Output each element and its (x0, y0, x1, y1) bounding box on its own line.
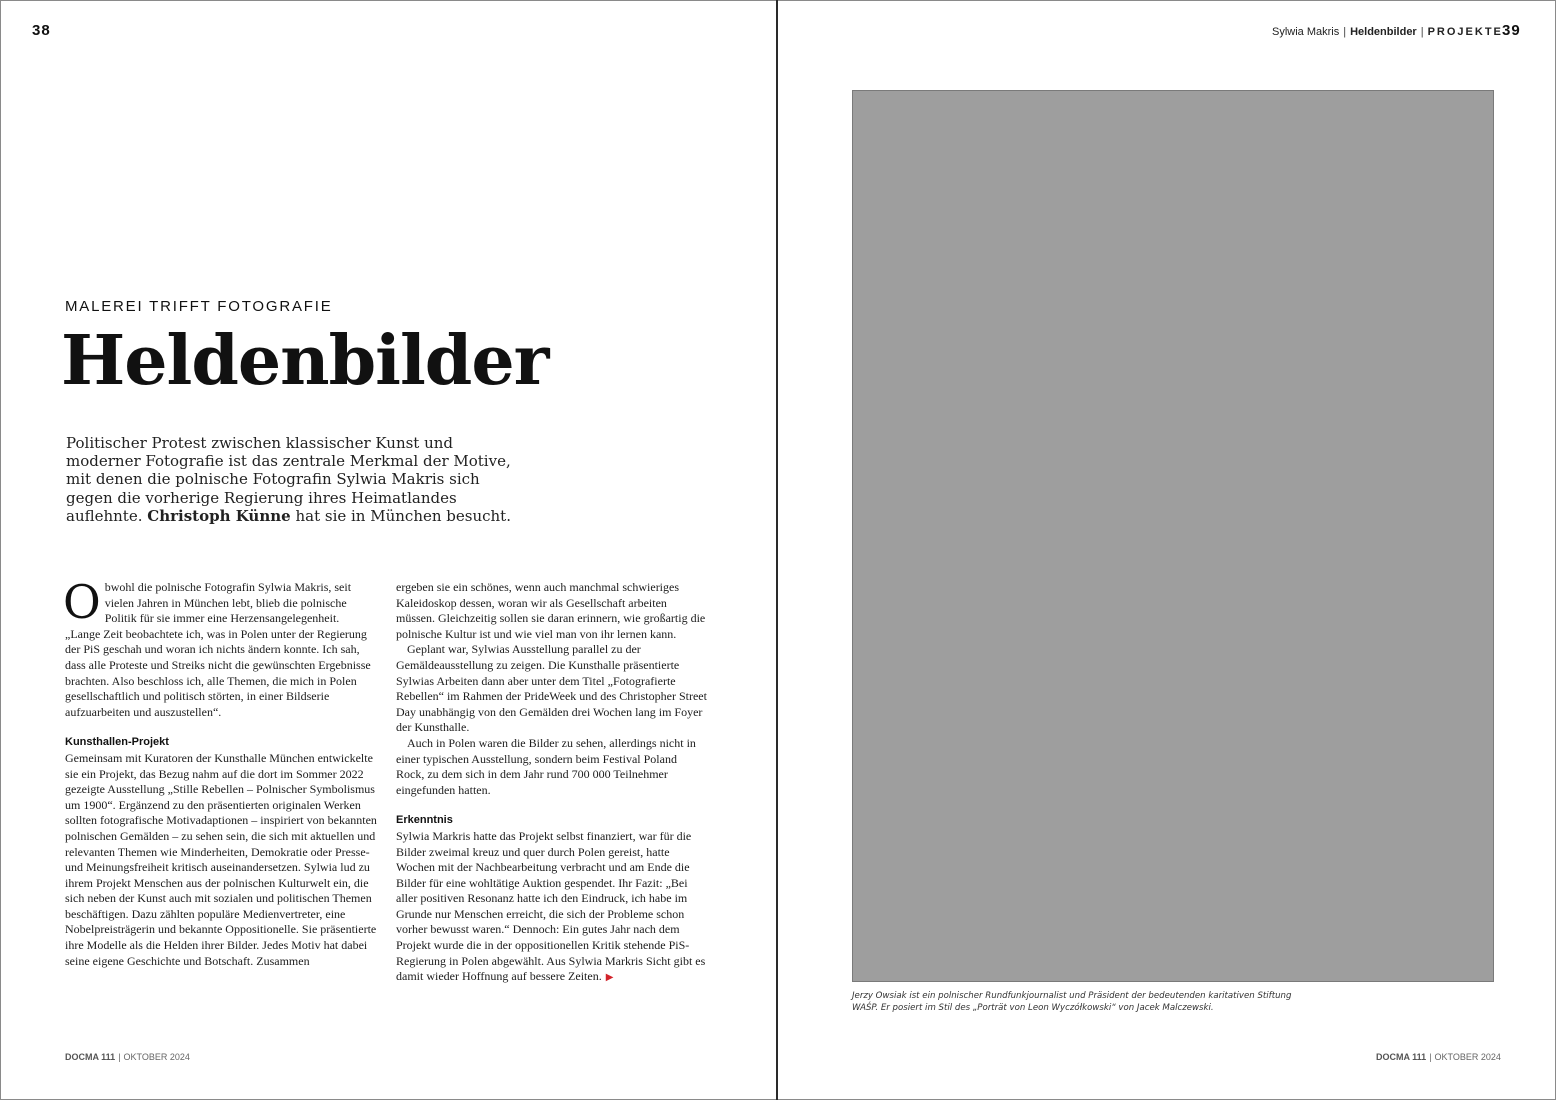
running-head-title: Heldenbilder (1350, 26, 1417, 38)
body-paragraph-text: bwohl die polnische Fotografin Sylwia Makris, seit vielen Jahren in München lebt, blieb die polnische Politik für sie immer eine Herzensangelegenheit. „Lange Zeit beobachtete ich, was in Polen unter der Regierung der PiS geschah und woran ich nichts ändern konnte. Ich sah, dass alle Proteste und Streiks nicht die gewünschten Ergebnisse brachten. Also beschloss ich, alle Themen, die mich in Polen gesellschaftlich und politisch störten, in einer Bildserie aufzuarbeiten und auszustellen“. (65, 580, 371, 719)
body-paragraph: Geplant war, Sylwias Ausstellung parallel zu der Gemäldeausstellung zu zeigen. Die Kunsthalle präsentierte Sylwias Arbeiten dann aber unter dem Titel „Fotografierte Rebellen“ im Rahmen der PrideWeek und des Christopher Street Day unabhängig von den Gemälden drei Wochen lang im Foyer der Kunsthalle. (396, 642, 707, 735)
running-head-separator: | (1343, 26, 1347, 38)
footer-brand: DOCMA 111 (1376, 1052, 1427, 1062)
portrait-photo (852, 90, 1494, 982)
page-number-left: 38 (32, 22, 51, 39)
footer-separator: | (118, 1052, 121, 1062)
running-head-separator: | (1420, 26, 1424, 38)
page-gutter (776, 0, 778, 1100)
article-headline: Heldenbilder (61, 321, 549, 401)
footer-separator: | (1429, 1052, 1432, 1062)
footer-right (1376, 1052, 1501, 1062)
body-column-2 (396, 580, 708, 986)
running-head (1272, 26, 1503, 38)
body-paragraph: Gemeinsam mit Kuratoren der Kunsthalle München entwickelte sie ein Projekt, das Bezug nahm auf die dort im Sommer 2022 gezeigte Ausstellung „Stille Rebellen – Polnischer Symbolismus um 1900“. Ergänzend zu den präsentierten originalen Werken sollten fotografische Motivadaptionen – inspiriert von bekannten polnischen Gemälden – zu sehen sein, die sich mit aktuellen und relevanten Themen wie Minderheiten, Demokratie oder Presse- und Meinungsfreiheit kritisch auseinandersetzen. Sylwia lud zu ihrem Projekt Menschen aus der polnischen Kulturwelt ein, die sich neben der Kunst auch mit sozialen und politischen Themen beschäftigen. Dazu zählten populäre Medienvertreter, eine Nobelpreisträgerin und bekannte Oppositionelle. Sie präsentierte ihre Modelle als die Helden ihrer Bilder. Jedes Motiv hat dabei seine eigene Geschichte und Botschaft. Zusammen (65, 750, 377, 968)
article-lead (66, 434, 516, 525)
subheading-kunsthallen: Kunsthallen-Projekt (65, 736, 169, 749)
body-paragraph: ergeben sie ein schönes, wenn auch manchmal schwieriges Kaleidoskop dessen, woran wir als Gesellschaft arbeiten müssen. Gleichzeitig sollen sie daran erinnern, wie großartig die polnische Kultur ist und wie viel man von ihr lernen kann. (396, 580, 706, 641)
running-head-author: Sylwia Makris (1272, 26, 1340, 38)
body-column-1 (63, 575, 377, 969)
subheading-erkenntnis: Erkenntnis (396, 814, 453, 827)
body-paragraph: Auch in Polen waren die Bilder zu sehen, allerdings nicht in einer typischen Ausstellung, sondern beim Festival Poland Rock, zu dem sich in dem Jahr rund 700 000 Teilnehmer eingefunden hatten. (396, 735, 696, 797)
running-head-section: PROJEKTE (1427, 26, 1503, 38)
page-number-right: 39 (1502, 22, 1521, 39)
lead-text: Politischer Protest zwischen klassischer Kunst und moderner Fotografie ist das zentrale Merkmal der Motive, mit denen die polnische Fotografin Sylwia Makris sich gegen die vorherige Regierung ihres Heimatlandes auflehnte. (66, 434, 511, 525)
body-paragraph (396, 829, 708, 986)
footer-date: OKTOBER 2024 (123, 1052, 190, 1062)
lead-author: Christoph Künne (147, 506, 291, 525)
footer-left (65, 1052, 190, 1062)
footer-brand: DOCMA 111 (65, 1052, 116, 1062)
body-paragraph-text: Sylwia Markris hatte das Projekt selbst finanziert, war für die Bilder zweimal kreuz und quer durch Polen gereist, hatte Wochen mit der Nachbearbeitung verbracht und am Ende die Bilder für eine wohltätige Auktion gespendet. Ihr Fazit: „Bei aller positiven Resonanz hatte ich den Eindruck, ich habe im Grunde nur Menschen erreicht, die sich der Probleme schon vorher bewusst waren.“ Dennoch: Ein gutes Jahr nach dem Projekt wurde die in der oppositionellen Kritik stehende PiS-Regierung in Polen abgewählt. Aus Sylwia Markris Sicht gibt es damit wieder Hoffnung auf bessere Zeiten. (396, 828, 706, 984)
end-of-article-icon: ▶ (605, 972, 614, 984)
article-kicker: MALEREI TRIFFT FOTOGRAFIE (65, 298, 333, 315)
photo-caption: Jerzy Owsiak ist ein polnischer Rundfunkjournalist und Präsident der bedeutenden karitativen Stiftung WAŚP. Er posiert im Stil des „Porträt von Leon Wyczółkowski“ von Jacek Malczewski. (852, 991, 1292, 1013)
drop-cap: O (63, 575, 101, 629)
lead-suffix: hat sie in München besucht. (295, 506, 511, 525)
footer-date: OKTOBER 2024 (1434, 1052, 1501, 1062)
body-paragraph (63, 575, 377, 720)
